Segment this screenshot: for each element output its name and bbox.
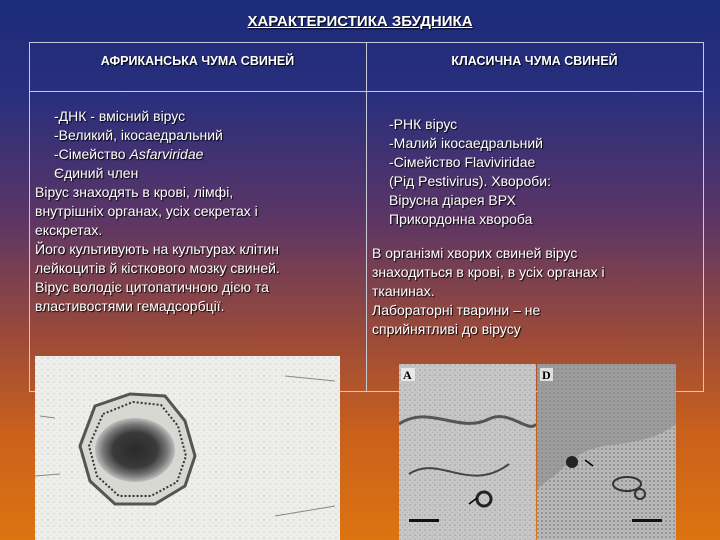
right-list-item: (Рід Pestivirus). Хвороби:	[389, 173, 551, 189]
right-para-line: тканинах.	[372, 283, 435, 299]
table-right-border	[703, 42, 704, 392]
left-list-item: -ДНК - вмісний вірус	[54, 108, 186, 124]
right-list-item: Вірусна діарея ВРХ	[389, 192, 516, 208]
left-paragraph	[35, 183, 280, 316]
table-mid-border	[366, 42, 367, 392]
left-para-line: властивостями гемадсорбції.	[35, 298, 225, 314]
asf-virus-micrograph	[35, 356, 340, 540]
left-para-line: внутрішніх органах, усіх секретах і	[35, 203, 258, 219]
left-para-line: Вірус знаходять в крові, лімфі,	[35, 184, 234, 200]
family-label: -Сімейство	[54, 146, 130, 162]
left-list-item: -Великий, ікосаедральний	[54, 127, 223, 143]
csf-panel-a-image	[399, 364, 536, 540]
left-list	[54, 107, 223, 183]
table-left-border	[29, 42, 30, 392]
right-para-line: сприйнятливі до вірусу	[372, 321, 521, 337]
right-paragraph	[372, 244, 605, 339]
left-para-line: екскретах.	[35, 222, 103, 238]
right-list-item: -Сімейство Flaviviridae	[389, 154, 536, 170]
left-list-item	[54, 145, 223, 164]
slide-title: ХАРАКТЕРИСТИКА ЗБУДНИКА	[247, 13, 473, 30]
right-list	[389, 115, 551, 229]
right-para-line: знаходиться в крові, в усіх органах і	[372, 264, 605, 280]
panel-b-label: D	[542, 368, 551, 382]
csf-virus-micrograph-b	[537, 364, 676, 540]
csf-virus-micrograph-a	[399, 364, 536, 540]
panel-a-label: A	[403, 368, 412, 382]
left-para-line: Його культивують на культурах клітин	[35, 241, 279, 257]
asf-virus-image	[35, 356, 340, 540]
right-para-line: Лабораторні тварини – не	[372, 302, 541, 318]
right-list-item: -Малий ікосаедральний	[389, 135, 543, 151]
right-list-item: Прикордонна хвороба	[389, 211, 533, 227]
left-column-header: АФРИКАНСЬКА ЧУМА СВИНЕЙ	[100, 54, 295, 68]
left-para-line: лейкоцитів й кісткового мозку свиней.	[35, 260, 280, 276]
csf-panel-b-image	[537, 364, 676, 540]
left-para-line: Вірус володіє цитопатичною дією та	[35, 279, 269, 295]
family-name: Asfarviridae	[129, 146, 204, 162]
right-list-item: -РНК вірус	[389, 116, 458, 132]
right-column-header: КЛАСИЧНА ЧУМА СВИНЕЙ	[451, 54, 618, 68]
left-list-item: Єдиний член	[54, 165, 139, 181]
right-para-line: В організмі хворих свиней вірус	[372, 245, 578, 261]
